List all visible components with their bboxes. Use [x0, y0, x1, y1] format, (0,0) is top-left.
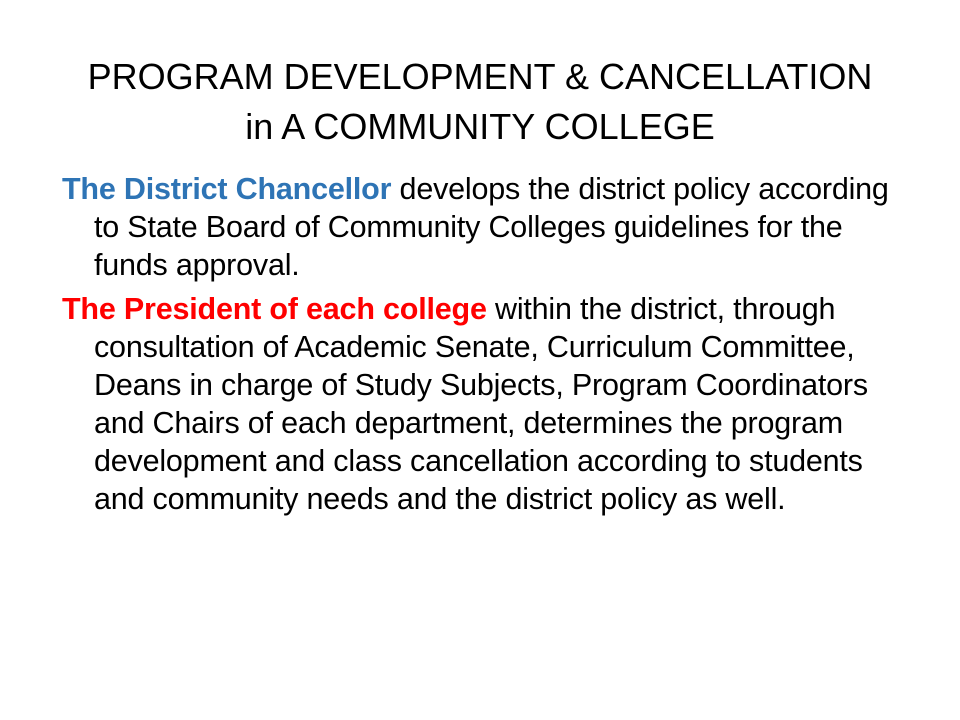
paragraph-district-chancellor: [62, 170, 892, 284]
title-line-2: in A COMMUNITY COLLEGE: [245, 106, 715, 147]
slide-title: [60, 52, 900, 152]
highlight-district-chancellor: The District Chancellor: [62, 172, 392, 206]
highlight-college-president: The President of each college: [62, 292, 487, 326]
paragraph-2-text: within the district, through consultation of Academic Senate, Curriculum Committee, Deans in charge of Study Subjects, Program Coordinators and Chairs of each department, determines the program development and class cancellation according to students and community needs and the district policy as well.: [94, 292, 868, 516]
paragraph-1-text: develops the district policy according to State Board of Community Colleges guidelines for the funds approval.: [94, 172, 889, 282]
slide-body: [62, 170, 892, 524]
paragraph-college-president: [62, 290, 892, 518]
title-line-1: PROGRAM DEVELOPMENT & CANCELLATION: [87, 56, 873, 97]
